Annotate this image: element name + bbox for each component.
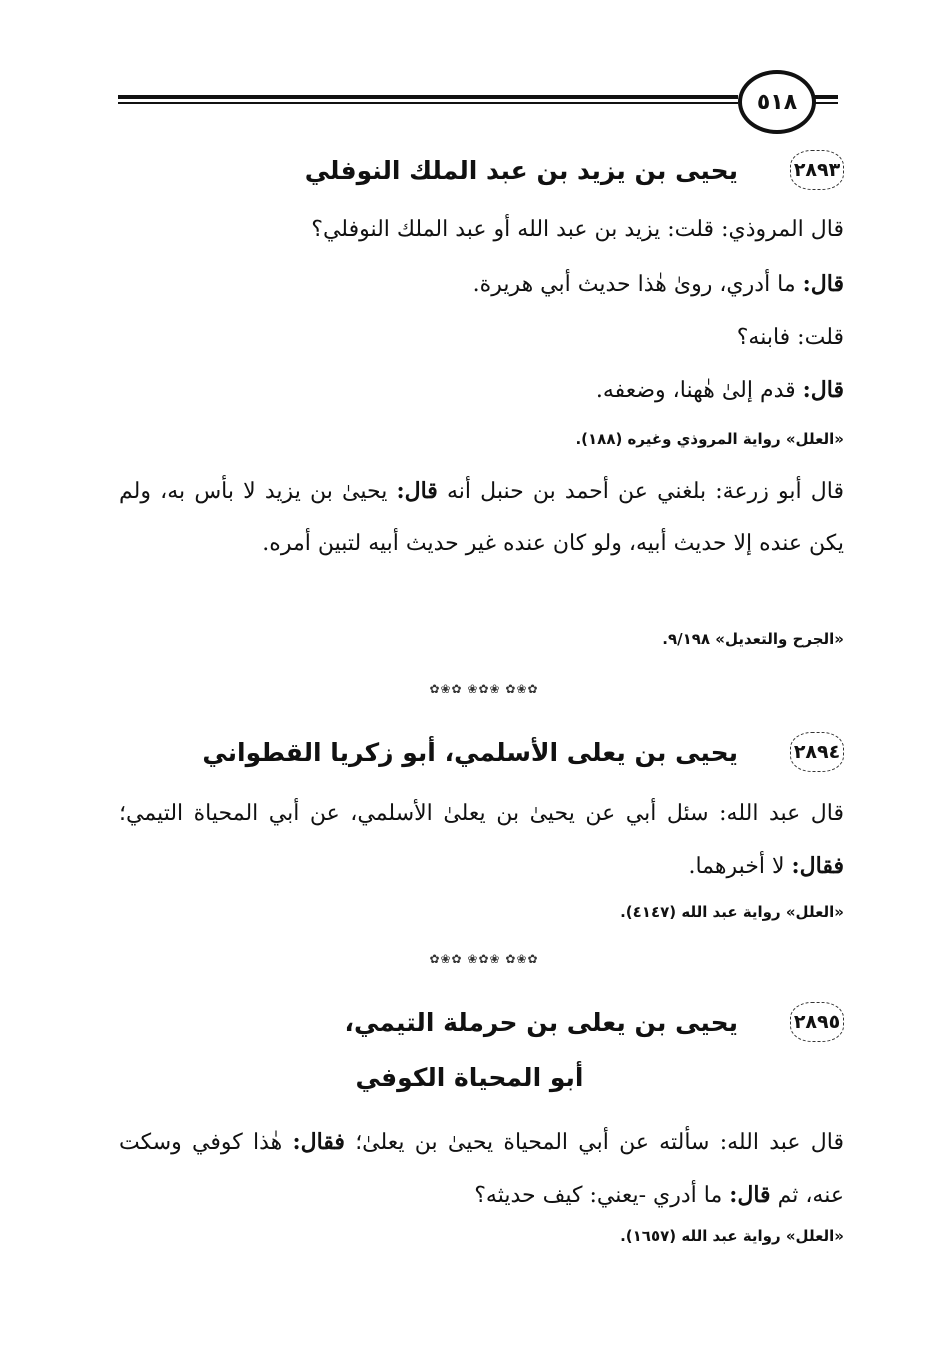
entry-title: يحيى بن يزيد بن عبد الملك النوفلي	[304, 155, 738, 185]
entry-number-badge: ٢٨٩٤	[790, 732, 844, 772]
entry-number-badge: ٢٨٩٣	[790, 150, 844, 190]
header-rule	[118, 95, 738, 99]
header-rule-right	[812, 95, 838, 99]
page-number: ٥١٨	[738, 70, 816, 134]
paragraph	[119, 788, 844, 893]
text-line: قلت: فابنه؟	[736, 325, 844, 350]
ornament-divider: ✿❀✿ ❀✿❀ ✿❀✿	[429, 682, 539, 696]
source-citation: «العلل» رواية عبد الله (٤١٤٧).	[620, 903, 844, 921]
source-citation: «العلل» رواية عبد الله (١٦٥٧).	[620, 1227, 844, 1245]
line-text: قدم إلىٰ هٰهنا، وضعفه.	[595, 378, 803, 403]
entry-title: يحيى بن يعلى بن حرملة التيمي،	[344, 1007, 738, 1037]
speaker-label: قال:	[396, 478, 438, 504]
paragraph-text: يحيىٰ بن يزيد لا بأس به، ولم يكن عنده إلا حديث أبيه، ولو كان عنده غير حديث أبيه لتبين أمره.	[119, 479, 844, 556]
entry-heading-2895	[344, 1002, 844, 1042]
entry-heading-2893	[305, 150, 844, 190]
paragraph-text: لا أخبرهما.	[688, 854, 792, 879]
text-line	[124, 269, 844, 300]
speaker-label: فقال:	[292, 1129, 345, 1155]
paragraph	[119, 465, 844, 570]
paragraph-text: هٰذا كوفي وسكت عنه، ثم	[119, 1130, 844, 1208]
ornament-divider: ✿❀✿ ❀✿❀ ✿❀✿	[429, 952, 539, 966]
entry-number-badge: ٢٨٩٥	[790, 1002, 844, 1042]
text-line	[124, 375, 844, 406]
header-rule-thin	[118, 102, 738, 104]
text-line: قال المروذي: قلت: يزيد بن عبد الله أو عبد الملك النوفلي؟	[311, 217, 844, 242]
speaker-label: فقال:	[791, 853, 844, 879]
paragraph-text: قال عبد الله: سئل أبي عن يحيىٰ بن يعلىٰ الأسلمي، عن أبي المحياة التيمي؛	[119, 801, 844, 826]
entry-heading-2894	[202, 732, 844, 772]
paragraph	[119, 1116, 844, 1222]
speaker-label: قال:	[802, 377, 844, 403]
paragraph-text: ما أدري -يعني: كيف حديثه؟	[474, 1183, 730, 1208]
speaker-label: قال:	[802, 271, 844, 297]
paragraph-text: قال عبد الله: سألته عن أبي المحياة يحيىٰ بن يعلىٰ؛	[344, 1130, 844, 1155]
source-citation: «العلل» رواية المروذي وغيره (١٨٨).	[575, 430, 844, 448]
line-text: ما أدري، روىٰ هٰذا حديث أبي هريرة.	[472, 272, 803, 297]
paragraph-text: قال أبو زرعة: بلغني عن أحمد بن حنبل أنه	[437, 479, 844, 504]
source-citation: «الجرح والتعديل» ٩/١٩٨.	[662, 630, 844, 648]
entry-title: يحيى بن يعلى الأسلمي، أبو زكريا القطواني	[202, 737, 738, 767]
entry-subtitle: أبو المحياة الكوفي	[355, 1063, 584, 1092]
speaker-label: قال:	[729, 1182, 771, 1208]
